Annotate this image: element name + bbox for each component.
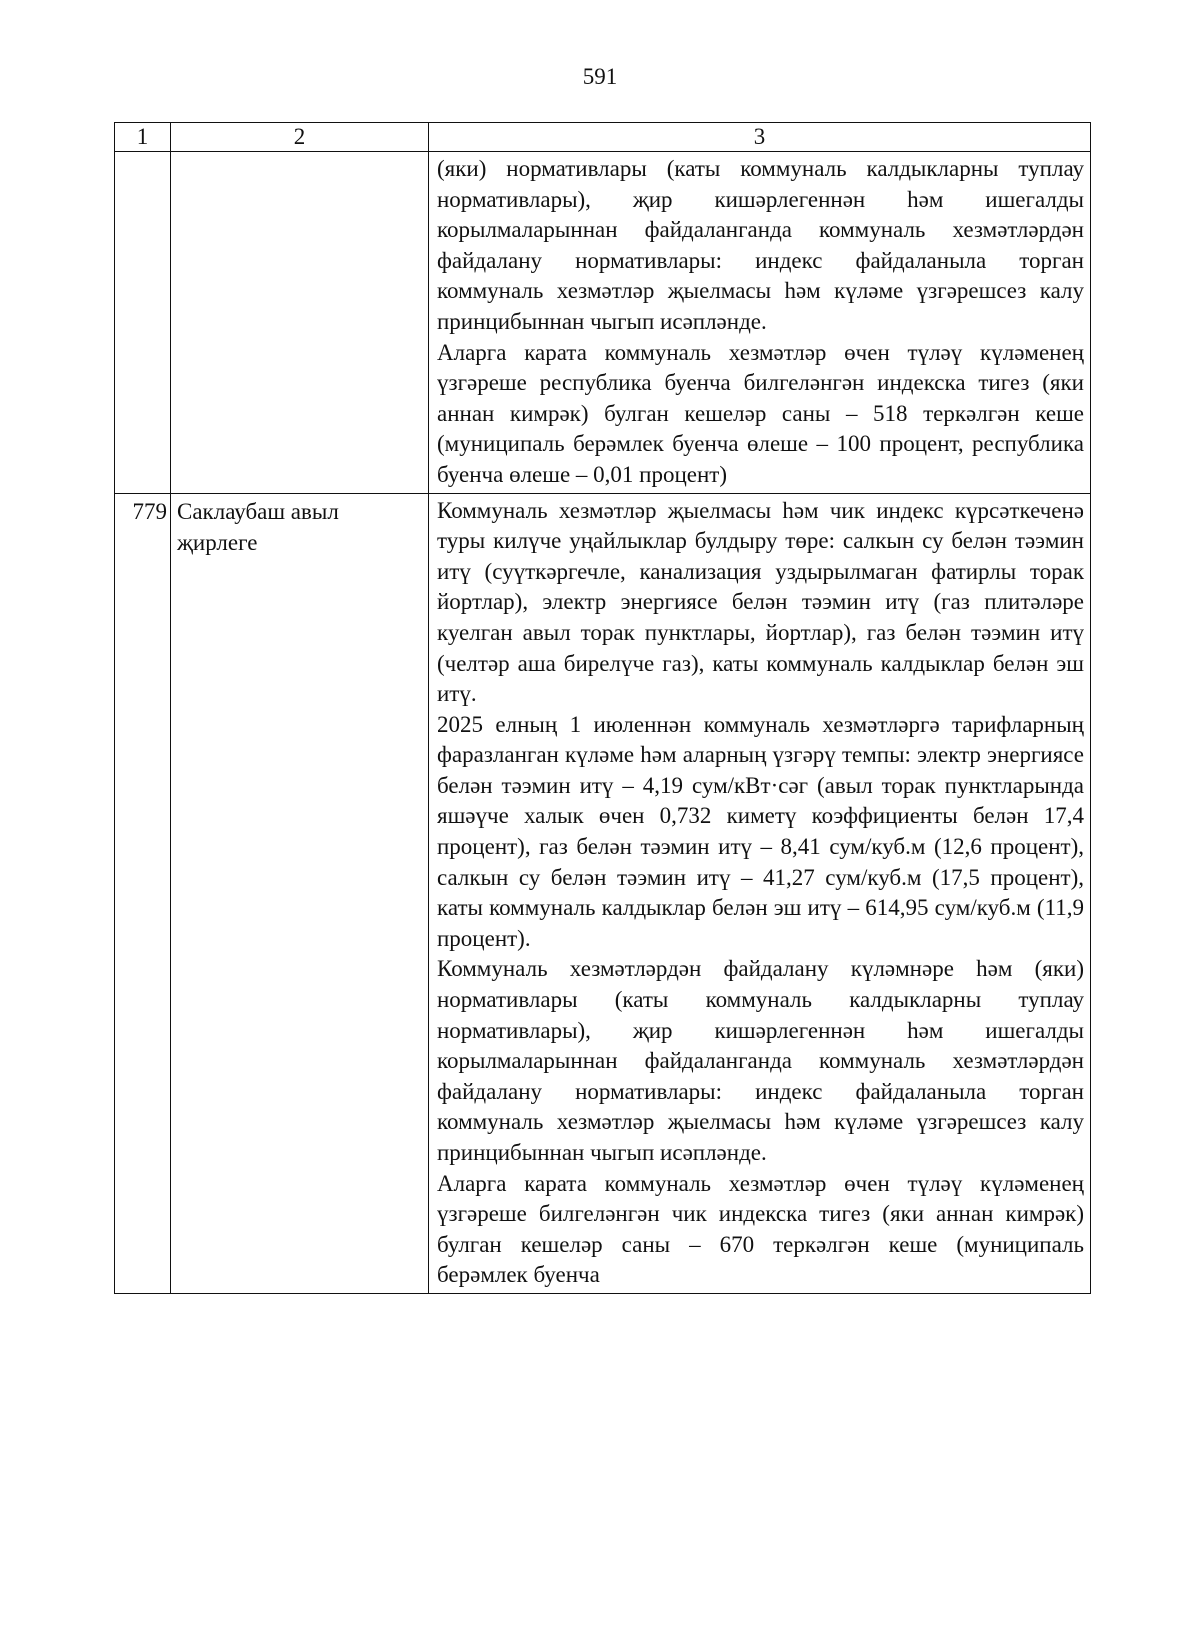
paragraph: (яки) нормативлары (каты коммуналь калдыкларны туплау нормативлары), җир кишәрлегеннән һәм ишегалды корылмаларыннан файдаланганда коммуналь хезмәтләрдән файдалану нормативлары: индекс файдаланыла торган коммуналь хезмәтләр җыелмасы һәм күләме үзгәрешсез калу принцибыннан чыгып исәпләнде. xyxy=(437,156,1084,334)
table-row xyxy=(115,493,1091,1293)
document-table xyxy=(114,122,1091,1294)
paragraph: Коммуналь хезмәтләр җыелмасы һәм чик индекс күрсәткеченә туры килүче уңайлыклар булдыру төре: салкын су белән тәэмин итү (суүткәргечле, канализация уздырылмаган фатирлы торак йортлар), электр энергиясе белән тәэмин итү (газ плитәләре куелган авыл торак пунктлары, йортлар), газ белән тәэмин итү (челтәр аша бирелүче газ), каты коммуналь калдыклар белән эш итү. xyxy=(437,497,1084,707)
row-description xyxy=(429,493,1091,1293)
row-number: 779 xyxy=(115,493,171,1293)
header-col-3: 3 xyxy=(429,123,1091,152)
paragraph: Аларга карата коммуналь хезмәтләр өчен түләү күләменең үзгәреше билгеләнгән чик индекска тигез (яки аннан кимрәк) булган кешеләр саны – 670 теркәлгән кеше (муниципаль берәмлек буенча xyxy=(437,1170,1084,1288)
settlement-name xyxy=(171,152,429,494)
row-description xyxy=(429,152,1091,494)
header-col-2: 2 xyxy=(171,123,429,152)
paragraph: 2025 елның 1 июленнән коммуналь хезмәтләргә тарифларның фаразланган күләме һәм аларның үзгәрү темпы: электр энергиясе белән тәэмин итү – 4,19 сум/кВт·сәг (авыл торак пунктларында яшәүче халык өчен 0,732 киметү коэффициенты белән 17,4 процент), газ белән тәэмин итү – 8,41 сум/куб.м (12,6 процент), салкын су белән тәэмин итү – 41,27 сум/куб.м (17,5 процент), каты коммуналь калдыклар белән эш итү – 614,95 сум/куб.м (11,9 процент). xyxy=(437,711,1084,951)
settlement-name: Саклаубаш авыл җирлеге xyxy=(171,493,429,1293)
paragraph: Коммуналь хезмәтләрдән файдалану күләмнәре һәм (яки) нормативлары (каты коммуналь калдыкларны туплау нормативлары), җир кишәрлегеннән һәм ишегалды корылмаларыннан файдаланганда коммуналь хезмәтләрдән файдалану нормативлары: индекс файдаланыла торган коммуналь хезмәтләр җыелмасы һәм күләме үзгәрешсез калу принцибыннан чыгып исәпләнде. xyxy=(437,956,1084,1165)
header-col-1: 1 xyxy=(115,123,171,152)
page-number: 591 xyxy=(582,64,618,89)
table-row xyxy=(115,152,1091,494)
paragraph: Аларга карата коммуналь хезмәтләр өчен түләү күләменең үзгәреше республика буенча билгеләнгән индекска тигез (яки аннан кимрәк) булган кешеләр саны – 518 теркәлгән кеше (муниципаль берәмлек буенча өлеше – 100 процент, республика буенча өлеше – 0,01 процент) xyxy=(437,339,1084,487)
row-number xyxy=(115,152,171,494)
table-header-row xyxy=(115,123,1091,152)
